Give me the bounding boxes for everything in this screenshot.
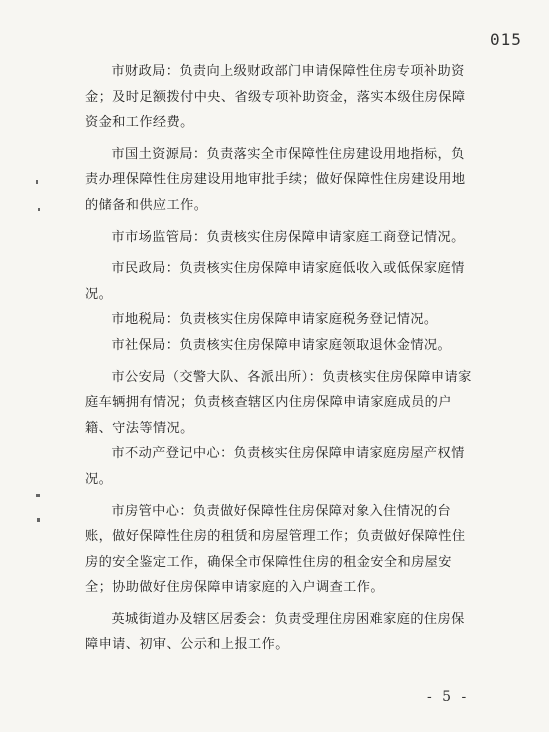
scan-mark — [36, 494, 40, 497]
paragraph-civil-affairs-bureau: 市民政局：负责核实住房保障申请家庭低收入或低保家庭情况。 — [85, 261, 465, 302]
paragraph-land-resources-bureau: 市国土资源局：负责落实全市保障性住房建设用地指标，负责办理保障性住房建设用地审批手续；做好保障性住房建设用地的储备和供应工作。 — [85, 146, 466, 213]
paragraph-local-tax-bureau: 市地税局：负责核实住房保障申请家庭税务登记情况。 — [111, 312, 438, 328]
scan-mark — [37, 518, 40, 522]
paragraph-social-security-bureau: 市社保局：负责核实住房保障申请家庭领取退休金情况。 — [111, 337, 452, 353]
scan-mark — [36, 180, 38, 184]
paragraph-market-supervision-bureau: 市市场监管局：负责核实住房保障申请家庭工商登记情况。 — [111, 229, 465, 245]
paragraph-housing-management-center: 市房管中心：负责做好保障性住房保障对象入住情况的台账，做好保障性住房的租赁和房屋管理工作；负责做好保障性住房的安全鉴定工作，确保全市保障性住房的租金安全和房屋安全；协助做好住房保障申请家庭的入户调查工作。 — [85, 503, 466, 596]
scan-mark — [38, 208, 40, 211]
paragraph-finance-bureau: 市财政局：负责向上级财政部门申请保障性住房专项补助资金；及时足额拨付中央、省级专项补助资金，落实本级住房保障资金和工作经费。 — [85, 64, 466, 131]
paragraph-public-security-bureau: 市公安局（交警大队、各派出所）：负责核实住房保障申请家庭车辆拥有情况；负责核查辖区内住房保障申请家庭成员的户籍、守法等情况。 — [85, 369, 472, 436]
document-body — [85, 59, 477, 658]
page-number: - 5 - — [427, 689, 470, 705]
paragraph-yingcheng-subdistrict-office: 英城街道办及辖区居委会：负责受理住房困难家庭的住房保障申请、初审、公示和上报工作。 — [85, 611, 465, 653]
paragraph-real-estate-registration-center: 市不动产登记中心：负责核实住房保障申请家庭房屋产权情况。 — [85, 446, 465, 487]
page-code: 015 — [490, 30, 522, 49]
